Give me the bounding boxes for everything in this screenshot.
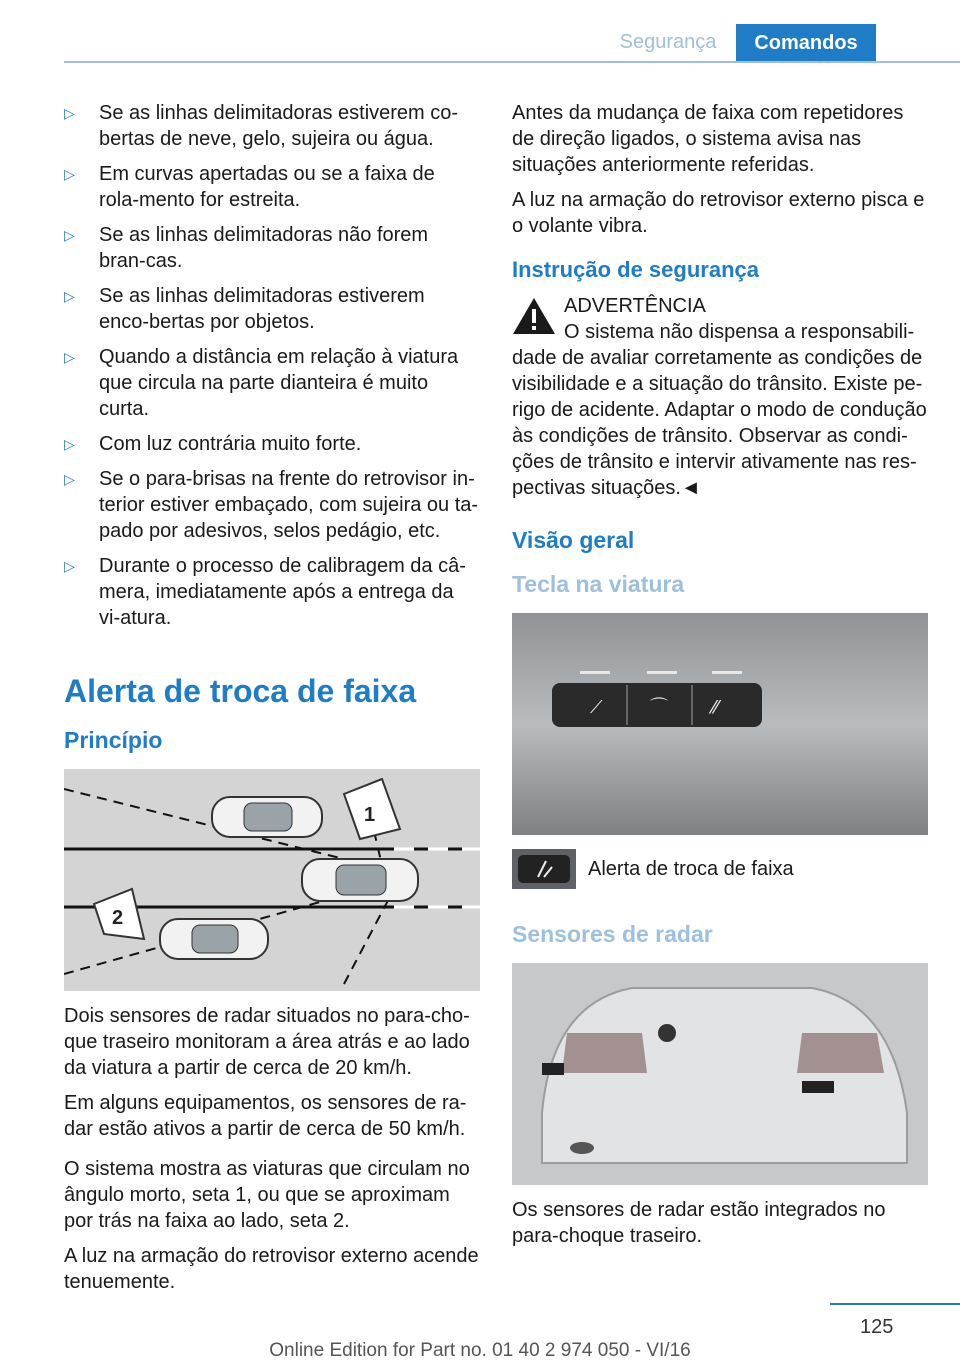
car-middle (302, 859, 418, 901)
list-item: ▷ Com luz contrária muito forte. (64, 433, 362, 455)
list-item: ▷ Se as linhas delimitadoras estiverem co-bertas de neve, gelo, sujeira ou água. (64, 102, 459, 150)
warning-text: O sistema não dispensa a responsabili-dade de avaliar corretamente as condições de visibilidade e a situação do trânsito. Existe pe-rigo de acidente. Adaptar o modo de condução às condições de trânsito. Observar as condi-ções de trânsito e intervir ativamente nas res-pectivas situações.◄ (512, 321, 927, 499)
triangle-bullet-icon: ▷ (64, 471, 75, 487)
section-heading: Alerta de troca de faixa (64, 673, 417, 709)
radar-sensor-right-icon (802, 1081, 834, 1093)
list-item: ▷ Em curvas apertadas ou se a faixa de rola-mento for estreita. (64, 163, 435, 211)
car-bottom (160, 919, 268, 959)
subheading-principle: Princípio (64, 727, 163, 753)
list-item: ▷ Se as linhas delimitadoras estiverem enco-bertas por objetos. (64, 285, 425, 333)
overview-heading: Visão geral (512, 527, 635, 553)
right-column (512, 100, 928, 1258)
paragraph: A luz na armação do retrovisor externo pisca e o volante vibra. (512, 189, 925, 237)
radar-heading: Sensores de radar (512, 921, 713, 947)
triangle-bullet-icon: ▷ (64, 166, 75, 182)
triangle-bullet-icon: ▷ (64, 558, 75, 574)
triangle-bullet-icon: ▷ (64, 105, 75, 121)
warning-triangle-icon (512, 297, 556, 335)
paragraph: Antes da mudança de faixa com repetidores de direção ligados, o sistema avisa nas situações anteriormente referidas. (512, 102, 904, 176)
lane-change-diagram (64, 769, 480, 991)
radar-sensor-left-icon (542, 1063, 564, 1075)
triangle-bullet-icon: ▷ (64, 227, 75, 243)
tab-seguranca[interactable]: Segurança (619, 31, 717, 53)
svg-text:2: 2 (112, 907, 124, 929)
tab-comandos[interactable]: Comandos (736, 24, 876, 62)
svg-text:1: 1 (364, 804, 376, 826)
lane-change-warning-button-icon (512, 849, 576, 889)
list-item: ▷ Quando a distância em relação à viatura que circula na parte dianteira é muito curta. (64, 346, 459, 420)
button-heading: Tecla na viatura (512, 571, 685, 597)
list-item: ▷ Durante o processo de calibragem da câ-mera, imediatamente após a entrega da vi-atura. (64, 555, 466, 629)
list-item: ▷ Se o para-brisas na frente do retrovisor in-terior estiver embaçado, com sujeira ou ta-pado por adesivos, selos pedágio, etc. (64, 468, 479, 542)
triangle-bullet-icon: ▷ (64, 349, 75, 365)
triangle-bullet-icon: ▷ (64, 436, 75, 452)
triangle-bullet-icon: ▷ (64, 288, 75, 304)
paragraph: O sistema mostra as viaturas que circulam no ângulo morto, seta 1, ou que se aproximam por trás na faixa ao lado, seta 2. (64, 1158, 470, 1232)
collision-glyph-icon: ⌒ (650, 697, 668, 718)
paragraph: Dois sensores de radar situados no para-cho-que traseiro monitoram a área atrás e ao lado da viatura a partir de cerca de 20 km/h. (64, 1005, 470, 1079)
warning-title: ADVERTÊNCIA (564, 295, 706, 317)
button-caption-row (512, 849, 928, 889)
list-item: ▷ Se as linhas delimitadoras não forem bran-cas. (64, 224, 429, 272)
car-top (212, 797, 322, 837)
radar-caption: Os sensores de radar estão integrados no para-choque traseiro. (512, 1199, 886, 1247)
button-caption: Alerta de troca de faixa (588, 857, 794, 880)
paragraph: A luz na armação do retrovisor externo acende tenuemente. (64, 1245, 479, 1293)
conditions-list (64, 100, 480, 631)
left-column (64, 100, 480, 1304)
footer-rule (830, 1303, 960, 1305)
lane-departure-glyph-icon: ⁄⁄ (712, 697, 719, 718)
header-rule (64, 61, 960, 63)
edition-text: Online Edition for Part no. 01 40 2 974 050 - VI/16 (269, 1340, 691, 1361)
lane-change-glyph-icon: ⟋ (590, 697, 603, 718)
safety-heading: Instrução de segurança (512, 257, 759, 282)
vehicle-button-photo (512, 613, 928, 835)
radar-sensor-photo (512, 963, 928, 1185)
warning-box (512, 293, 928, 501)
paragraph: Em alguns equipamentos, os sensores de ra-dar estão ativos a partir de cerca de 50 km/h. (64, 1092, 467, 1140)
page-number: 125 (860, 1316, 894, 1338)
